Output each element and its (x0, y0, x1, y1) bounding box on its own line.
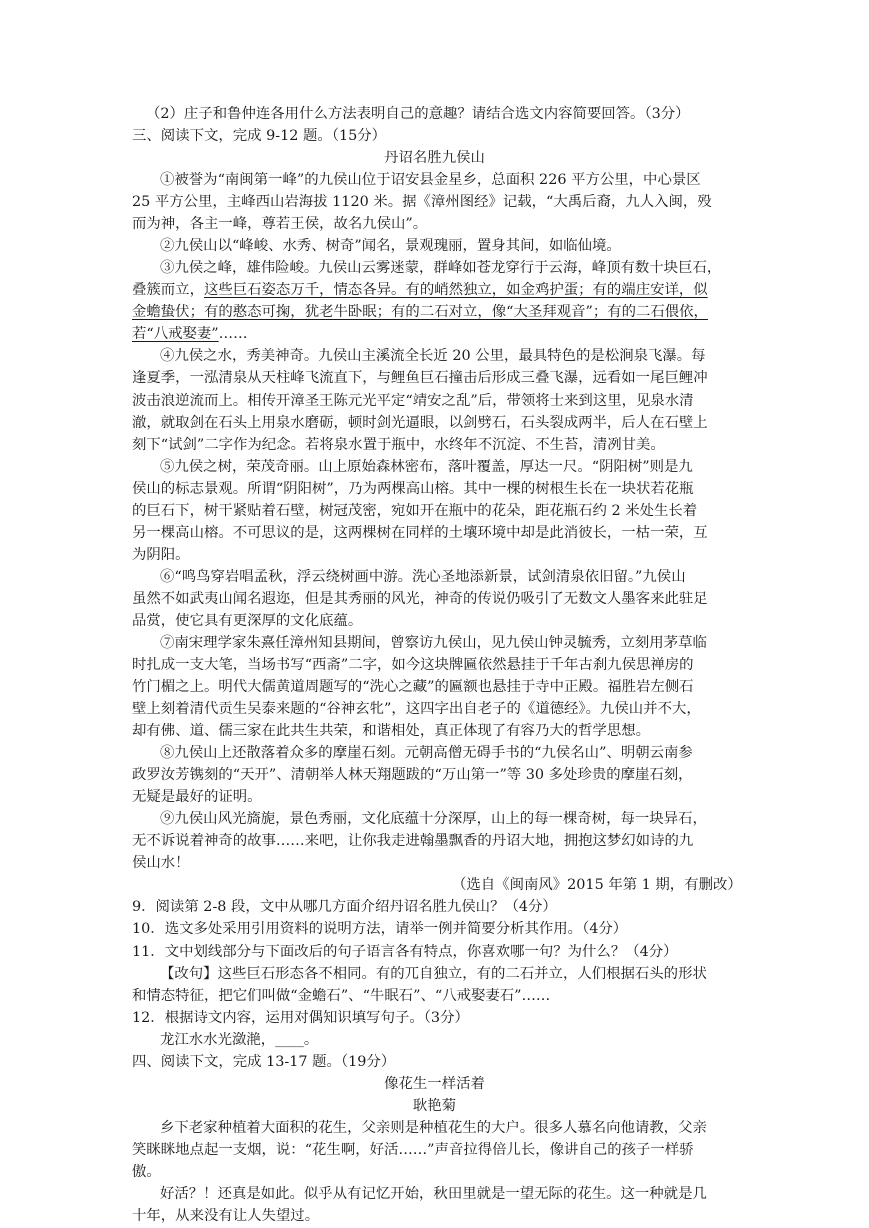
source-citation: （选自《闽南风》2015 年第 1 期，有删改） (452, 877, 742, 894)
paragraph-line: ④九侯之水，秀美神奇。九侯山主溪流全长近 20 公里，最具特色的是松涧泉飞瀑。每 (160, 348, 706, 365)
plain-text: 叠簇而立， (132, 282, 204, 299)
underlined-passage: 这些巨石姿态万千，情态各异。有的峭然独立，如金鸡护蛋；有的端庄安详，似 (203, 282, 708, 299)
paragraph-line: 傲。 (132, 1163, 161, 1180)
question-8-part-2: （2）庄子和鲁仲连各用什么方法表明自己的意趣？请结合选文内容简要回答。（3分） (146, 106, 690, 122)
paragraph-line: ⑥“鸣鸟穿岩唱孟秋，浮云绕树画中游。洗心圣地添新景，试剑清泉依旧留。”九侯山 (160, 568, 686, 585)
section-3-heading: 三、阅读下文，完成 9-12 题。（15分） (132, 128, 387, 145)
paragraph-line: 好活？！还真是如此。似乎从有记忆开始，秋田里就是一望无际的花生。这一种就是几 (160, 1185, 707, 1202)
fill-in-blank: 龙江水水光潋滟，____。 (160, 1031, 319, 1048)
paragraph-line: 却有佛、道、儒三家在此共生共荣，和谐相处，真正体现了有容乃大的哲学思想。 (132, 723, 651, 740)
question-11: 11．文中划线部分与下面改后的句子语言各有特点，你喜欢哪一句？为什么？（4分） (132, 943, 678, 960)
paragraph-line: 刻下“试剑”二字作为纪念。若将泉水置于瓶中，水终年不沉淀、不生苔，清冽甘美。 (132, 436, 665, 453)
paragraph-line: 25 平方公里，主峰西山岩海拔 1120 米。据《漳州图经》记载，“大禹后裔，九人入闽，殁 (132, 194, 712, 211)
plain-text: …… (218, 326, 248, 343)
question-12: 12．根据诗文内容，运用对偶知识填写句子。（3分） (132, 1009, 469, 1026)
paragraph-line (132, 279, 708, 302)
paragraph-line: 壁上刻着清代贡生吴泰来题的“谷神玄牝”，这四字出自老子的《道德经》。九侯山并不大， (132, 701, 701, 718)
paragraph-line: 无不诉说着神奇的故事……来吧，让你我走进翰墨飘香的丹诏大地，拥抱这梦幻如诗的九 (132, 833, 694, 850)
section-4-heading: 四、阅读下文，完成 13-17 题。（19分） (132, 1053, 396, 1070)
paragraph-line: 波击浪逆流而上。相传开漳圣王陈元光平定“靖安之乱”后，带领将士来到这里，见泉水清 (132, 392, 694, 409)
paragraph-line: 逢夏季，一泓清泉从天柱峰飞流直下，与鲤鱼巨石撞击后形成三叠飞瀑，远看如一尾巨鲤冲 (132, 370, 708, 387)
paragraph-line: 无疑是最好的证明。 (132, 789, 262, 806)
paragraph-line: 另一棵高山榕。不可思议的是，这两棵树在同样的土壤环境中却是此消彼长，一枯一荣，互 (132, 524, 708, 541)
paragraph-line: 澈，就取剑在石头上用泉水磨砺，顿时剑光逼眼，以剑劈石，石头裂成两半，后人在石壁上 (132, 414, 708, 431)
paragraph-line: 的巨石下，树干紧贴着石壁，树冠茂密，宛如开在瓶中的花朵，距花瓶石约 2 米处生长着 (132, 502, 698, 519)
paragraph-line: 竹门楣之上。明代大儒黄道周题写的“洗心之藏”的匾额也悬挂于寺中正殿。福胜岩左侧石 (132, 679, 694, 696)
article-title: 像花生一样活着 (384, 1075, 485, 1092)
revised-sentence: 和情态特征，把它们叫做“金蟾石”、“牛眠石”、“八戒娶妻石”…… (132, 987, 551, 1004)
article-author: 耿艳菊 (412, 1097, 457, 1114)
revised-sentence: 【改句】这些巨石形态各不相同。有的兀自独立，有的二石并立，人们根据石头的形状 (160, 965, 707, 982)
paragraph-line: 而为神，各主一峰，尊若王侯，故名九侯山”。 (132, 216, 428, 233)
question-9: 9．阅读第 2-8 段，文中从哪几方面介绍丹诏名胜九侯山？（4分） (132, 899, 557, 916)
paragraph-line: 品赏，使它具有更深厚的文化底蕴。 (132, 612, 363, 629)
underlined-passage: 金蟾蛰伏；有的憨态可掬，犹老牛卧眠；有的二石对立，像“大圣拜观音”；有的二石偎依， (132, 304, 708, 321)
paragraph-line (132, 323, 247, 346)
paragraph-line: ⑧九侯山上还散落着众多的摩崖石刻。元朝高僧无碍手书的“九侯名山”、明朝云南参 (160, 745, 693, 762)
paragraph-line: 侯山的标志景观。所谓“阴阳树”，乃为两棵高山榕。其中一棵的树根生长在一块状若花瓶 (132, 480, 694, 497)
paragraph-line: 乡下老家种植着大面积的花生，父亲则是种植花生的大户。很多人慕名向他请教，父亲 (160, 1119, 707, 1136)
paragraph-line: 政罗汝芳镌刻的“天开”、清朝举人林天翔题跋的“万山第一”等 30 多处珍贵的摩崖石刻， (132, 767, 693, 784)
paragraph-line: ⑤九侯之树，荣茂奇丽。山上原始森林密布，落叶覆盖，厚达一尺。“阴阳树”则是九 (160, 458, 693, 475)
underlined-passage: 若“八戒娶妻” (132, 326, 219, 343)
paragraph-line: 侯山水！ (132, 855, 190, 872)
paragraph-line: ⑨九侯山风光旖旎，景色秀丽，文化底蕴十分深厚，山上的每一棵奇树，每一块异石， (160, 811, 707, 828)
paragraph-line: 十年，从来没有让人失望过。 (132, 1208, 320, 1224)
paragraph-line: ②九侯山以“峰峻、水秀、树奇”闻名，景观瑰丽，置身其间，如临仙境。 (160, 238, 621, 255)
paragraph-line: 为阴阳。 (132, 546, 190, 563)
paragraph-line: 时扎成一支大笔，当场书写“西斋”二字，如今这块牌匾依然悬挂于千年古刹九侯思禅房的 (132, 657, 694, 673)
paragraph-line: ⑦南宋理学家朱熹任漳州知县期间，曾察访九侯山，见九侯山钟灵毓秀，立刻用茅草临 (160, 634, 707, 651)
paragraph-line: ①被誉为“南闽第一峰”的九侯山位于诏安县金星乡，总面积 226 平方公里，中心景区 (160, 172, 701, 189)
paragraph-line: ③九侯之峰，雄伟险峻。九侯山云雾迷蒙，群峰如苍龙穿行于云海，峰顶有数十块巨石， (160, 260, 722, 277)
question-10: 10．选文多处采用引用资料的说明方法，请举一例并简要分析其作用。（4分） (132, 921, 628, 938)
paragraph-line: 虽然不如武夷山闻名遐迩，但是其秀丽的风光，神奇的传说仍吸引了无数文人墨客来此驻足 (132, 590, 708, 607)
paragraph-line: 笑眯眯地点起一支烟，说：“花生啊，好活……”声音拉得倍儿长，像讲自己的孩子一样骄 (132, 1141, 694, 1158)
article-title: 丹诏名胜九侯山 (384, 150, 485, 167)
